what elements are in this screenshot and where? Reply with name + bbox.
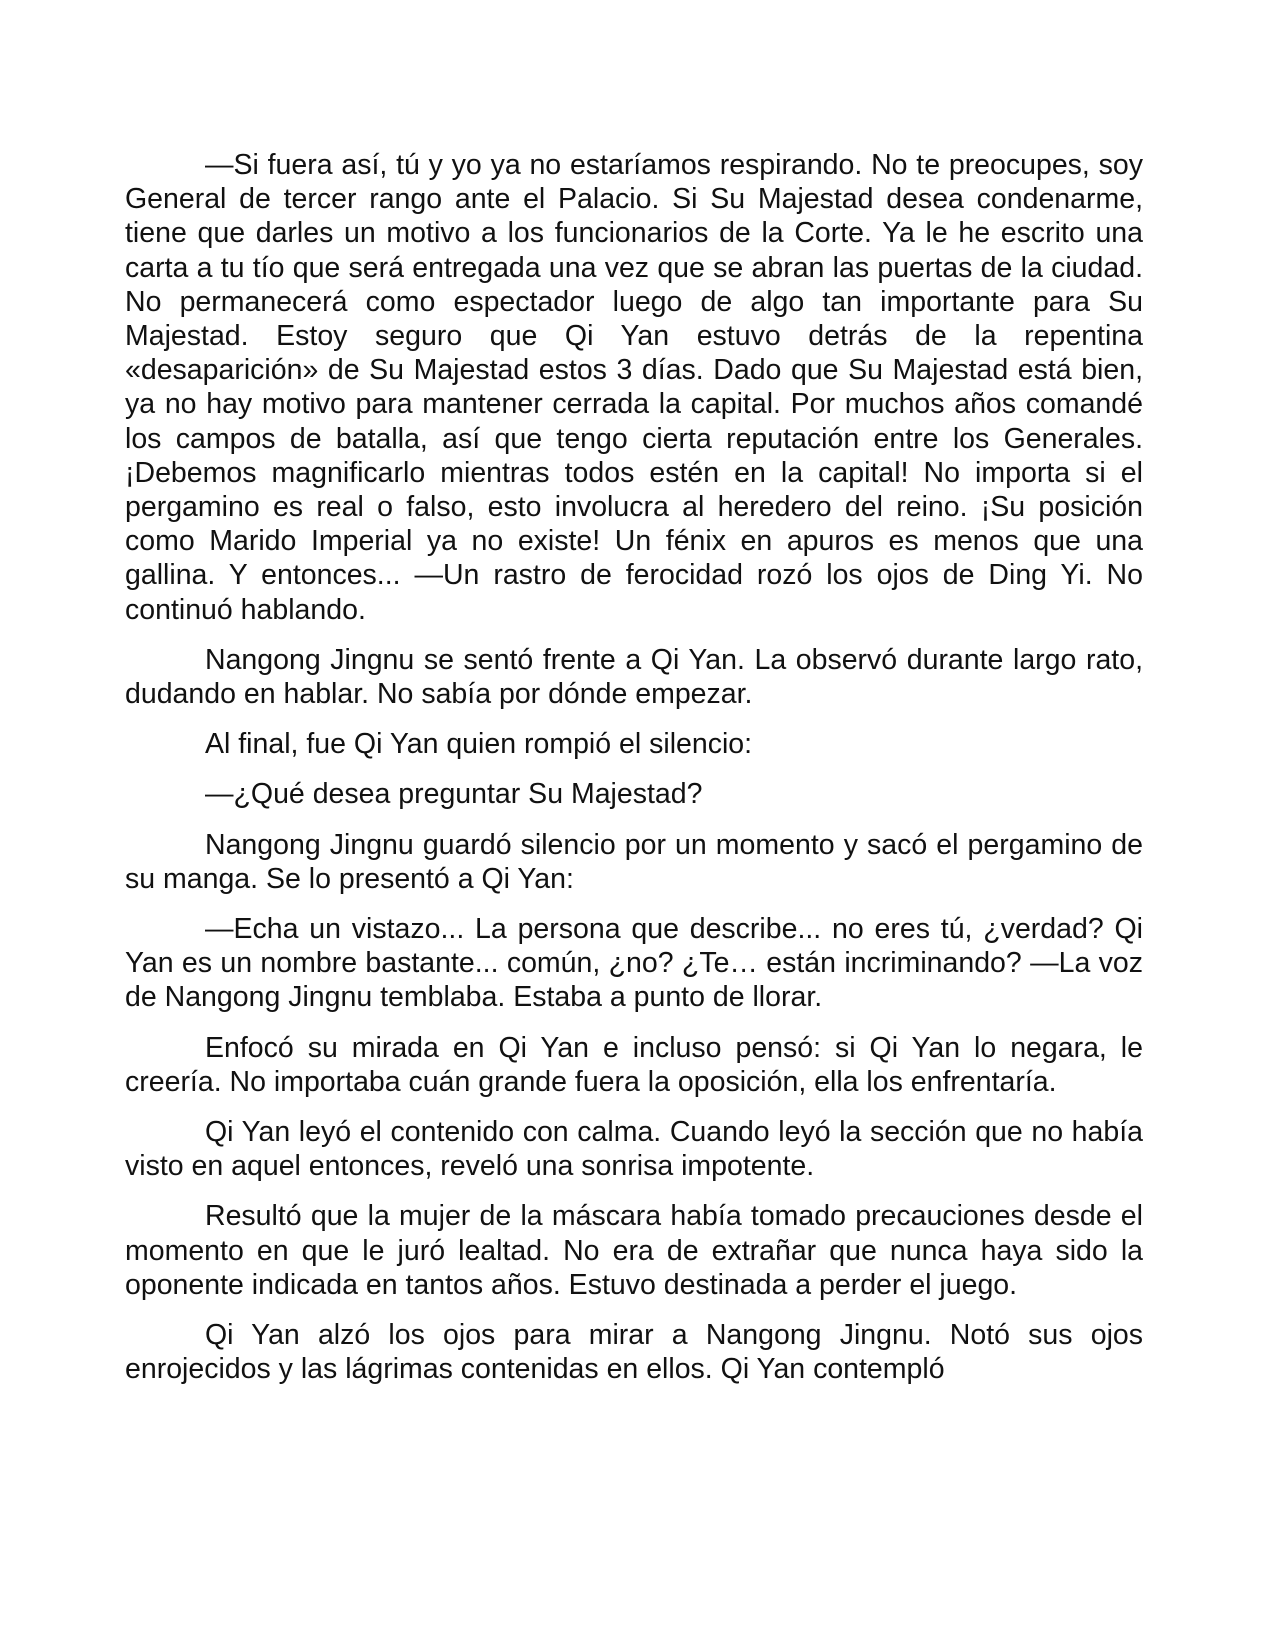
paragraph: —Si fuera así, tú y yo ya no estaríamos respirando. No te preocupes, soy General de tercer rango ante el Palacio. Si Su Majestad desea condenarme, tiene que darles un motivo a los funcionarios de la Corte. Ya le he escrito una carta a tu tío que será entregada una vez que se abran las puertas de la ciudad. No permanecerá como espectador luego de algo tan importante para Su Majestad. Estoy seguro que Qi Yan estuvo detrás de la repentina «desaparición» de Su Majestad estos 3 días. Dado que Su Majestad está bien, ya no hay motivo para mantener cerrada la capital. Por muchos años comandé los campos de batalla, así que tengo cierta reputación entre los Generales. ¡Debemos magnificarlo mientras todos estén en la capital! No importa si el pergamino es real o falso, esto involucra al heredero del reino. ¡Su posición como Marido Imperial ya no existe! Un fénix en apuros es menos que una gallina. Y entonces... —Un rastro de ferocidad rozó los ojos de Ding Yi. No continuó hablando.: [125, 149, 1143, 626]
paragraph: Nangong Jingnu se sentó frente a Qi Yan. La observó durante largo rato, dudando en hablar. No sabía por dónde empezar.: [125, 643, 1143, 711]
paragraph: Enfocó su mirada en Qi Yan e incluso pensó: si Qi Yan lo negara, le creería. No importaba cuán grande fuera la oposición, ella los enfrentaría.: [125, 1031, 1143, 1098]
document-page: [125, 148, 1143, 1387]
paragraph: Resultó que la mujer de la máscara había tomado precauciones desde el momento en que le juró lealtad. No era de extrañar que nunca haya sido la oponente indicada en tantos años. Estuvo destinada a perder el juego.: [125, 1200, 1143, 1301]
paragraph: Nangong Jingnu guardó silencio por un momento y sacó el pergamino de su manga. Se lo presentó a Qi Yan:: [125, 828, 1143, 895]
paragraph: Qi Yan alzó los ojos para mirar a Nangong Jingnu. Notó sus ojos enrojecidos y las lágrimas contenidas en ellos. Qi Yan contempló: [125, 1319, 1143, 1386]
paragraph: Al final, fue Qi Yan quien rompió el silencio:: [205, 728, 753, 761]
paragraph: —¿Qué desea preguntar Su Majestad?: [205, 778, 703, 811]
paragraph: Qi Yan leyó el contenido con calma. Cuando leyó la sección que no había visto en aquel entonces, reveló una sonrisa impotente.: [125, 1116, 1143, 1183]
paragraph: —Echa un vistazo... La persona que describe... no eres tú, ¿verdad? Qi Yan es un nombre bastante... común, ¿no? ¿Te… están incriminando? —La voz de Nangong Jingnu temblaba. Estaba a punto de llorar.: [125, 913, 1143, 1014]
